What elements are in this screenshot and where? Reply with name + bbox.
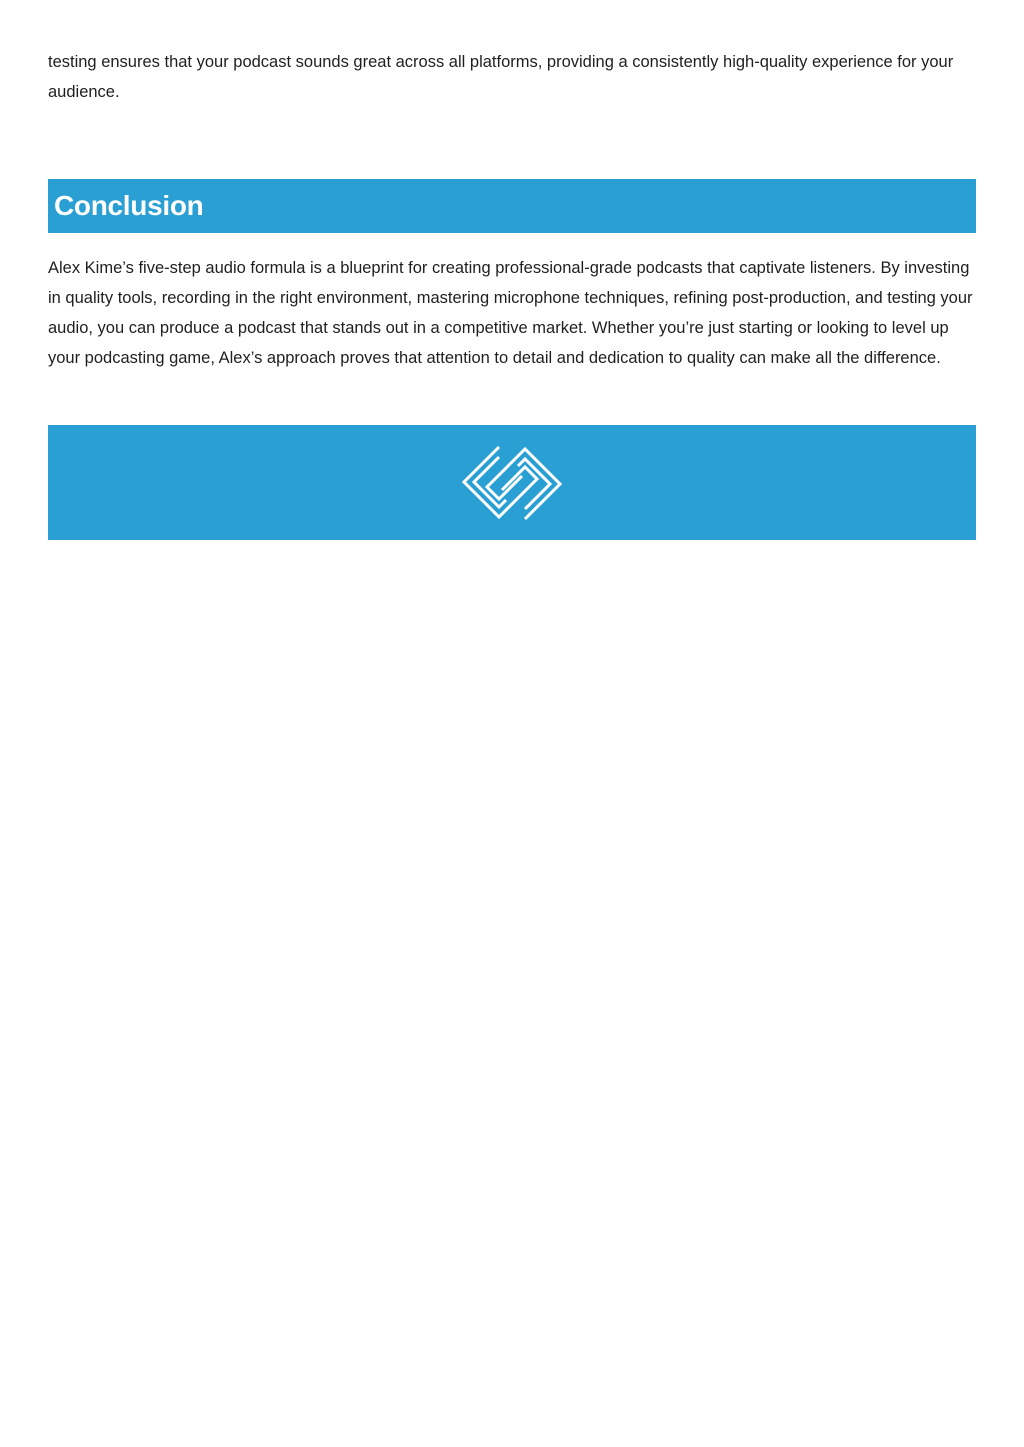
conclusion-header-bar bbox=[48, 179, 976, 233]
conclusion-paragraph: Alex Kime’s five-step audio formula is a blueprint for creating professional-grade podcasts that captivate listeners. By investing in quality tools, recording in the right environment, mastering microphone techniques, refining post-production, and testing your audio, you can produce a podcast that stands out in a competitive market. Whether you’re just starting or looking to level up your podcasting game, Alex’s approach proves that attention to detail and dedication to quality can make all the difference. bbox=[48, 259, 973, 367]
footer-banner bbox=[48, 425, 976, 540]
intro-paragraph: testing ensures that your podcast sounds great across all platforms, providing a consistently high-quality experience for your audience. bbox=[48, 53, 954, 101]
interlocked-diamonds-logo-icon bbox=[462, 445, 562, 521]
section-title: Conclusion bbox=[54, 190, 204, 221]
